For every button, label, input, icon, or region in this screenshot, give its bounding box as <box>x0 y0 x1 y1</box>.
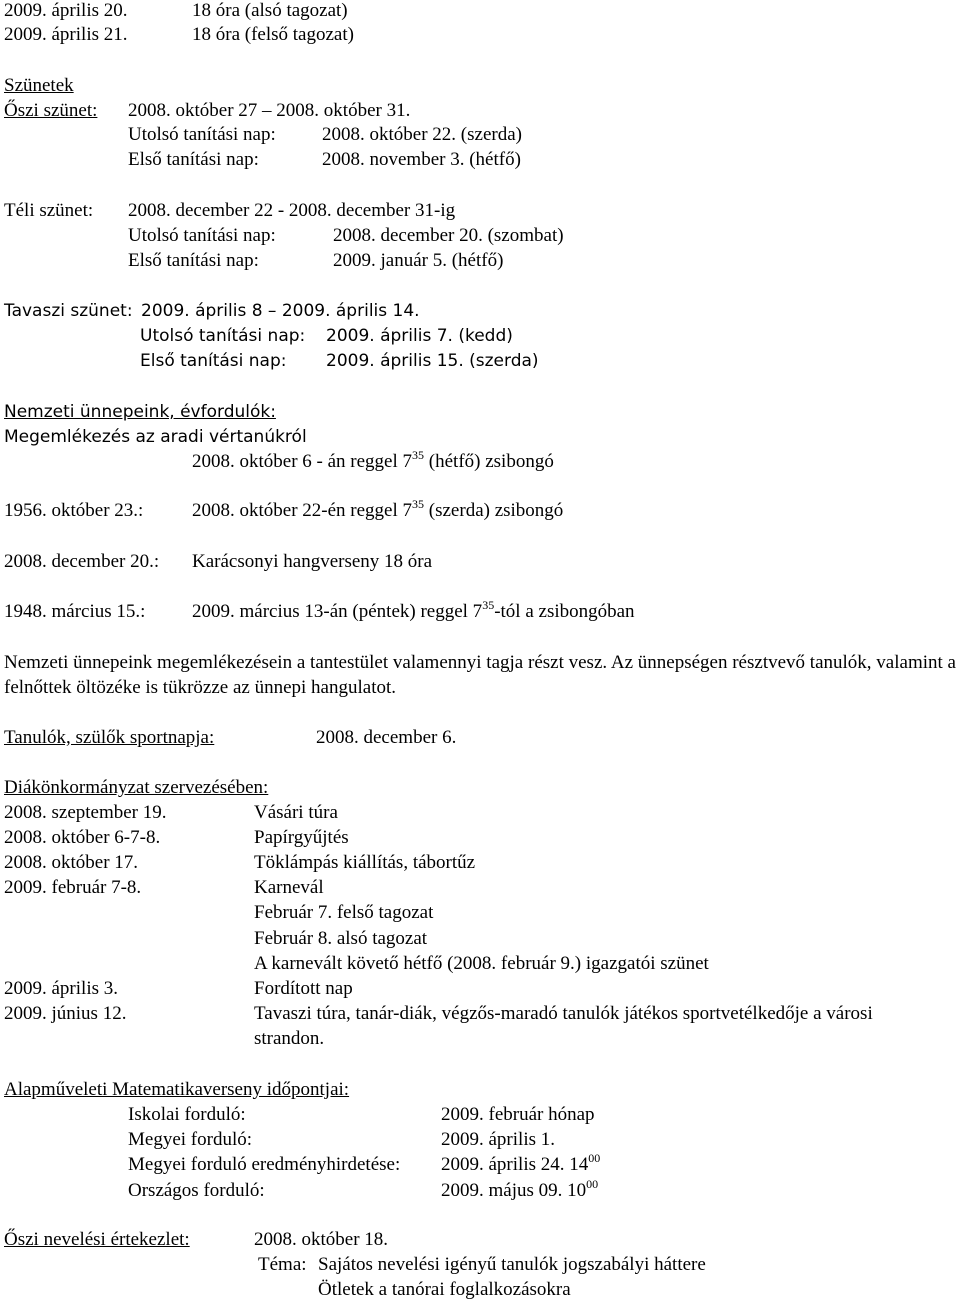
first-day: 2008. november 3. (hétfő) <box>322 149 521 170</box>
first-day-label: Első tanítási nap: <box>140 351 287 371</box>
date-line: 2008. október 18. <box>254 1229 389 1250</box>
event-date: 2008. október 6-7-8. <box>4 827 161 849</box>
event-text: Karnevál <box>254 877 324 899</box>
last-day: 2009. április 7. (kedd) <box>326 326 513 346</box>
round-label: Iskolai forduló: <box>128 1104 246 1125</box>
event-text: 2008. október 6 - án reggel $7^{35}$ (hétfő) zsibongó <box>192 448 554 472</box>
first-day-label: Első tanítási nap: <box>128 250 259 271</box>
section-heading: Őszi nevelési értekezlet: <box>4 1229 190 1250</box>
topic-label: Téma: <box>258 1254 307 1275</box>
break-range: 2009. április 8 – 2009. április 14. <box>141 301 420 321</box>
event-text: 2008. október 22-én reggel $7^{35}$ (szerda) zsibongó <box>192 497 564 521</box>
first-day: 2009. április 15. (szerda) <box>326 351 539 371</box>
last-day-label: Utolsó tanítási nap: <box>140 326 306 346</box>
event-text: 2009. március 13-án (péntek) reggel $7^{35}$-tól a zsibongóban <box>192 598 635 622</box>
event-date: 2009. április 3. <box>4 977 118 999</box>
event-date: 2009. február 7-8. <box>4 877 142 899</box>
event-text: 18 óra (felső tagozat) <box>192 24 354 45</box>
last-day: 2008. december 20. (szombat) <box>333 225 564 246</box>
date-line: 1956. október 23.: <box>4 500 144 521</box>
round-date-value: 2009. április 24. 14 <box>441 1154 589 1176</box>
section-heading: Nemzeti ünnepeink, évfordulók: <box>4 402 276 422</box>
last-day-label: Utolsó tanítási nap: <box>128 225 276 246</box>
last-day-label: Utolsó tanítási nap: <box>128 124 276 145</box>
round-date <box>441 1176 599 1202</box>
event-text: Töklámpás kiállítás, tábortűz <box>254 852 476 874</box>
event-text: Február 7. felső tagozat <box>254 902 434 924</box>
event-date: 2008. október 17. <box>4 852 139 874</box>
last-day: 2008. október 22. (szerda) <box>322 124 522 145</box>
date-line: 2009. április 21. <box>4 24 128 45</box>
round-date <box>441 1129 555 1151</box>
date-line: 2008. december 6. <box>316 727 457 748</box>
event-date: 2009. június 12. <box>4 1002 127 1024</box>
round-time-superscript: 00 <box>588 1151 601 1166</box>
event-date: 2008. szeptember 19. <box>4 802 167 823</box>
date-line: 1948. március 15.: <box>4 601 146 622</box>
break-label: Őszi szünet: <box>4 100 98 121</box>
event-text: Karácsonyi hangverseny 18 óra <box>192 551 433 572</box>
topic-text: Sajátos nevelési igényű tanulók jogszabályi háttere <box>318 1254 706 1275</box>
event-text: Február 8. alsó tagozat <box>254 927 428 949</box>
commemoration-title: Megemlékezés az aradi vértanúkról <box>4 427 307 447</box>
event-text: 18 óra (alsó tagozat) <box>192 0 348 21</box>
date-line: 2009. április 20. <box>4 0 128 21</box>
round-date-value: 2009. február hónap <box>441 1104 595 1125</box>
first-day-label: Első tanítási nap: <box>128 149 259 170</box>
section-heading: Tanulók, szülők sportnapja: <box>4 727 215 748</box>
event-text: Papírgyűjtés <box>254 827 349 849</box>
event-text: Vásári túra <box>254 802 338 823</box>
round-time-superscript: 00 <box>586 1176 599 1191</box>
round-label: Megyei forduló: <box>128 1129 253 1151</box>
topic-text: Ötletek a tanórai foglalkozásokra <box>318 1279 571 1300</box>
paragraph: Nemzeti ünnepeink megemlékezésein a tantestület valamennyi tagja részt vesz. Az ünnepségen résztvevő tanulók, valamint a felnőttek öltözéke is tükrözze az ünnepi hangulatot. <box>4 652 956 698</box>
section-heading: Alapműveleti Matematikaverseny időpontjai: <box>4 1079 350 1100</box>
event-text: Fordított nap <box>254 977 353 999</box>
event-text: A karnevált követő hétfő (2008. február 9.) igazgatói szünet <box>254 952 709 974</box>
section-heading: Szünetek <box>4 75 74 96</box>
round-label: Megyei forduló eredményhirdetése: <box>128 1154 401 1176</box>
round-date-value: 2009. május 09. 10 <box>441 1179 587 1201</box>
first-day: 2009. január 5. (hétfő) <box>333 250 504 271</box>
event-text: strandon. <box>254 1027 325 1049</box>
break-range: 2008. október 27 – 2008. október 31. <box>128 100 411 121</box>
event-text: Tavaszi túra, tanár-diák, végzős-maradó tanulók játékos sportvetélkedője a városi <box>254 1002 873 1024</box>
round-label: Országos forduló: <box>128 1179 265 1201</box>
break-range: 2008. december 22 - 2008. december 31-ig <box>128 200 456 221</box>
date-line: 2008. december 20.: <box>4 551 160 572</box>
round-date <box>441 1151 601 1176</box>
break-label: Téli szünet: <box>4 200 94 221</box>
break-label: Tavaszi szünet: <box>4 301 133 321</box>
round-date-value: 2009. április 1. <box>441 1129 555 1151</box>
section-heading: Diákönkormányzat szervezésében: <box>4 777 269 798</box>
round-date <box>441 1104 595 1126</box>
